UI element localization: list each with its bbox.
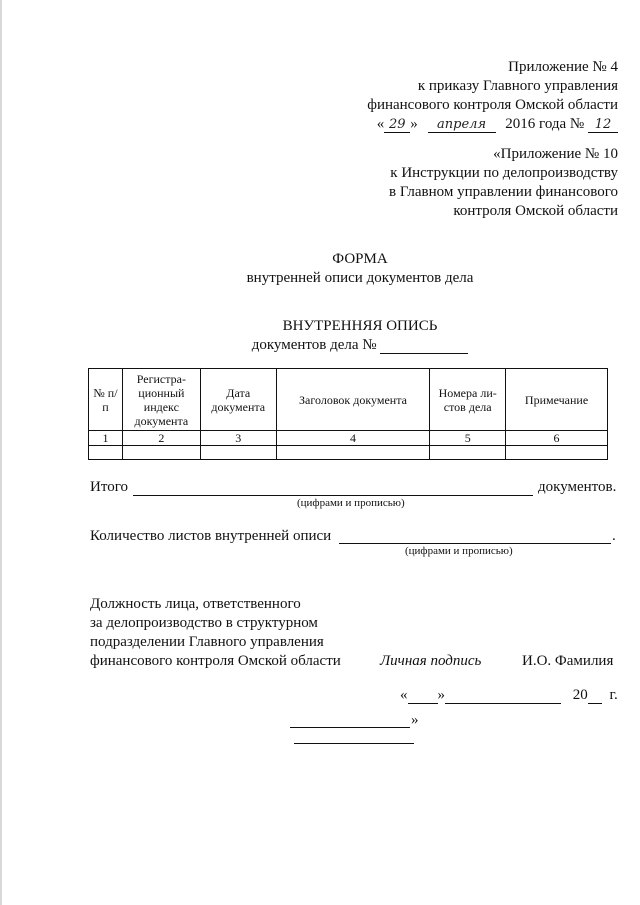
position-line-3: подразделении Главного управления <box>90 634 324 650</box>
order-line-3: финансового контроля Омской области <box>367 97 618 113</box>
table-row <box>89 446 608 460</box>
date-day-field <box>408 688 438 704</box>
personal-signature-label: Личная подпись <box>380 653 482 669</box>
closing-field-2 <box>294 743 414 744</box>
sheets-hint: (цифрами и прописью) <box>405 545 513 557</box>
full-name-label: И.О. Фамилия <box>522 653 614 669</box>
table-number-row <box>89 431 608 446</box>
inventory-subtitle: документов дела № <box>251 337 377 353</box>
inventory-title-block <box>160 317 560 355</box>
date-quote-open: « <box>400 687 408 703</box>
empty-cell <box>506 446 608 460</box>
totals-field <box>133 495 533 496</box>
header-cell: Дата документа <box>200 369 276 431</box>
form-title-block <box>160 250 560 288</box>
empty-cell <box>276 446 430 460</box>
closing-field-1 <box>290 727 410 728</box>
handwritten-month: апреля <box>428 117 496 133</box>
empty-cell <box>200 446 276 460</box>
table-header-row <box>89 369 608 431</box>
date-year-suffix: г. <box>609 687 618 703</box>
sheets-label: Количество листов внутренней описи <box>90 528 332 544</box>
handwritten-number: 12 <box>588 117 618 133</box>
date-year-prefix: 20 <box>572 687 588 703</box>
handwritten-day: 29 <box>384 117 410 133</box>
totals-label: Итого <box>90 479 128 495</box>
quote-close: » <box>410 116 418 132</box>
header-cell: Регистра-ционный индекс документа <box>122 369 200 431</box>
sheets-field <box>339 543 611 544</box>
number-cell: 3 <box>200 431 276 446</box>
inventory-subtitle-line <box>160 336 560 355</box>
quote-open: « <box>376 116 385 132</box>
number-cell: 1 <box>89 431 123 446</box>
empty-cell <box>89 446 123 460</box>
position-line-4: финансового контроля Омской области <box>90 653 341 669</box>
instruction-line-3: в Главном управлении финансового <box>388 184 618 200</box>
inventory-title: ВНУТРЕННЯЯ ОПИСЬ <box>282 318 438 334</box>
date-year-field <box>588 688 602 704</box>
appendix-number: Приложение № 4 <box>508 59 618 75</box>
sheets-suffix: . <box>612 528 616 544</box>
instruction-line-1: «Приложение № 10 <box>493 146 618 162</box>
number-cell: 4 <box>276 431 430 446</box>
empty-cell <box>122 446 200 460</box>
closing-quote: » <box>411 712 419 728</box>
totals-suffix: документов. <box>538 479 617 495</box>
instruction-line-2: к Инструкции по делопроизводству <box>390 165 618 181</box>
number-cell: 6 <box>506 431 608 446</box>
number-cell: 5 <box>430 431 506 446</box>
totals-hint: (цифрами и прописью) <box>297 497 405 509</box>
order-year-text: 2016 года № <box>505 116 585 132</box>
number-cell: 2 <box>122 431 200 446</box>
position-block <box>90 595 370 671</box>
header-cell: Примечание <box>506 369 608 431</box>
inventory-table <box>88 368 608 460</box>
date-line <box>400 686 618 705</box>
position-line-2: за делопроизводство в структурном <box>90 615 318 631</box>
order-line-2: к приказу Главного управления <box>417 78 618 94</box>
page-edge <box>0 0 2 905</box>
instruction-line-4: контроля Омской области <box>453 203 618 219</box>
order-date-line <box>258 115 618 134</box>
header-cell: Заголовок документа <box>276 369 430 431</box>
form-subtitle: внутренней описи документов дела <box>246 270 474 286</box>
date-quote-close: » <box>437 687 445 703</box>
date-month-field <box>445 688 561 704</box>
empty-cell <box>430 446 506 460</box>
instruction-header <box>258 145 618 221</box>
header-cell: Номера ли-стов дела <box>430 369 506 431</box>
position-line-1: Должность лица, ответственного <box>90 596 301 612</box>
order-header <box>258 58 618 134</box>
case-number-field <box>380 338 468 354</box>
form-title: ФОРМА <box>332 251 388 267</box>
header-cell: № п/п <box>89 369 123 431</box>
